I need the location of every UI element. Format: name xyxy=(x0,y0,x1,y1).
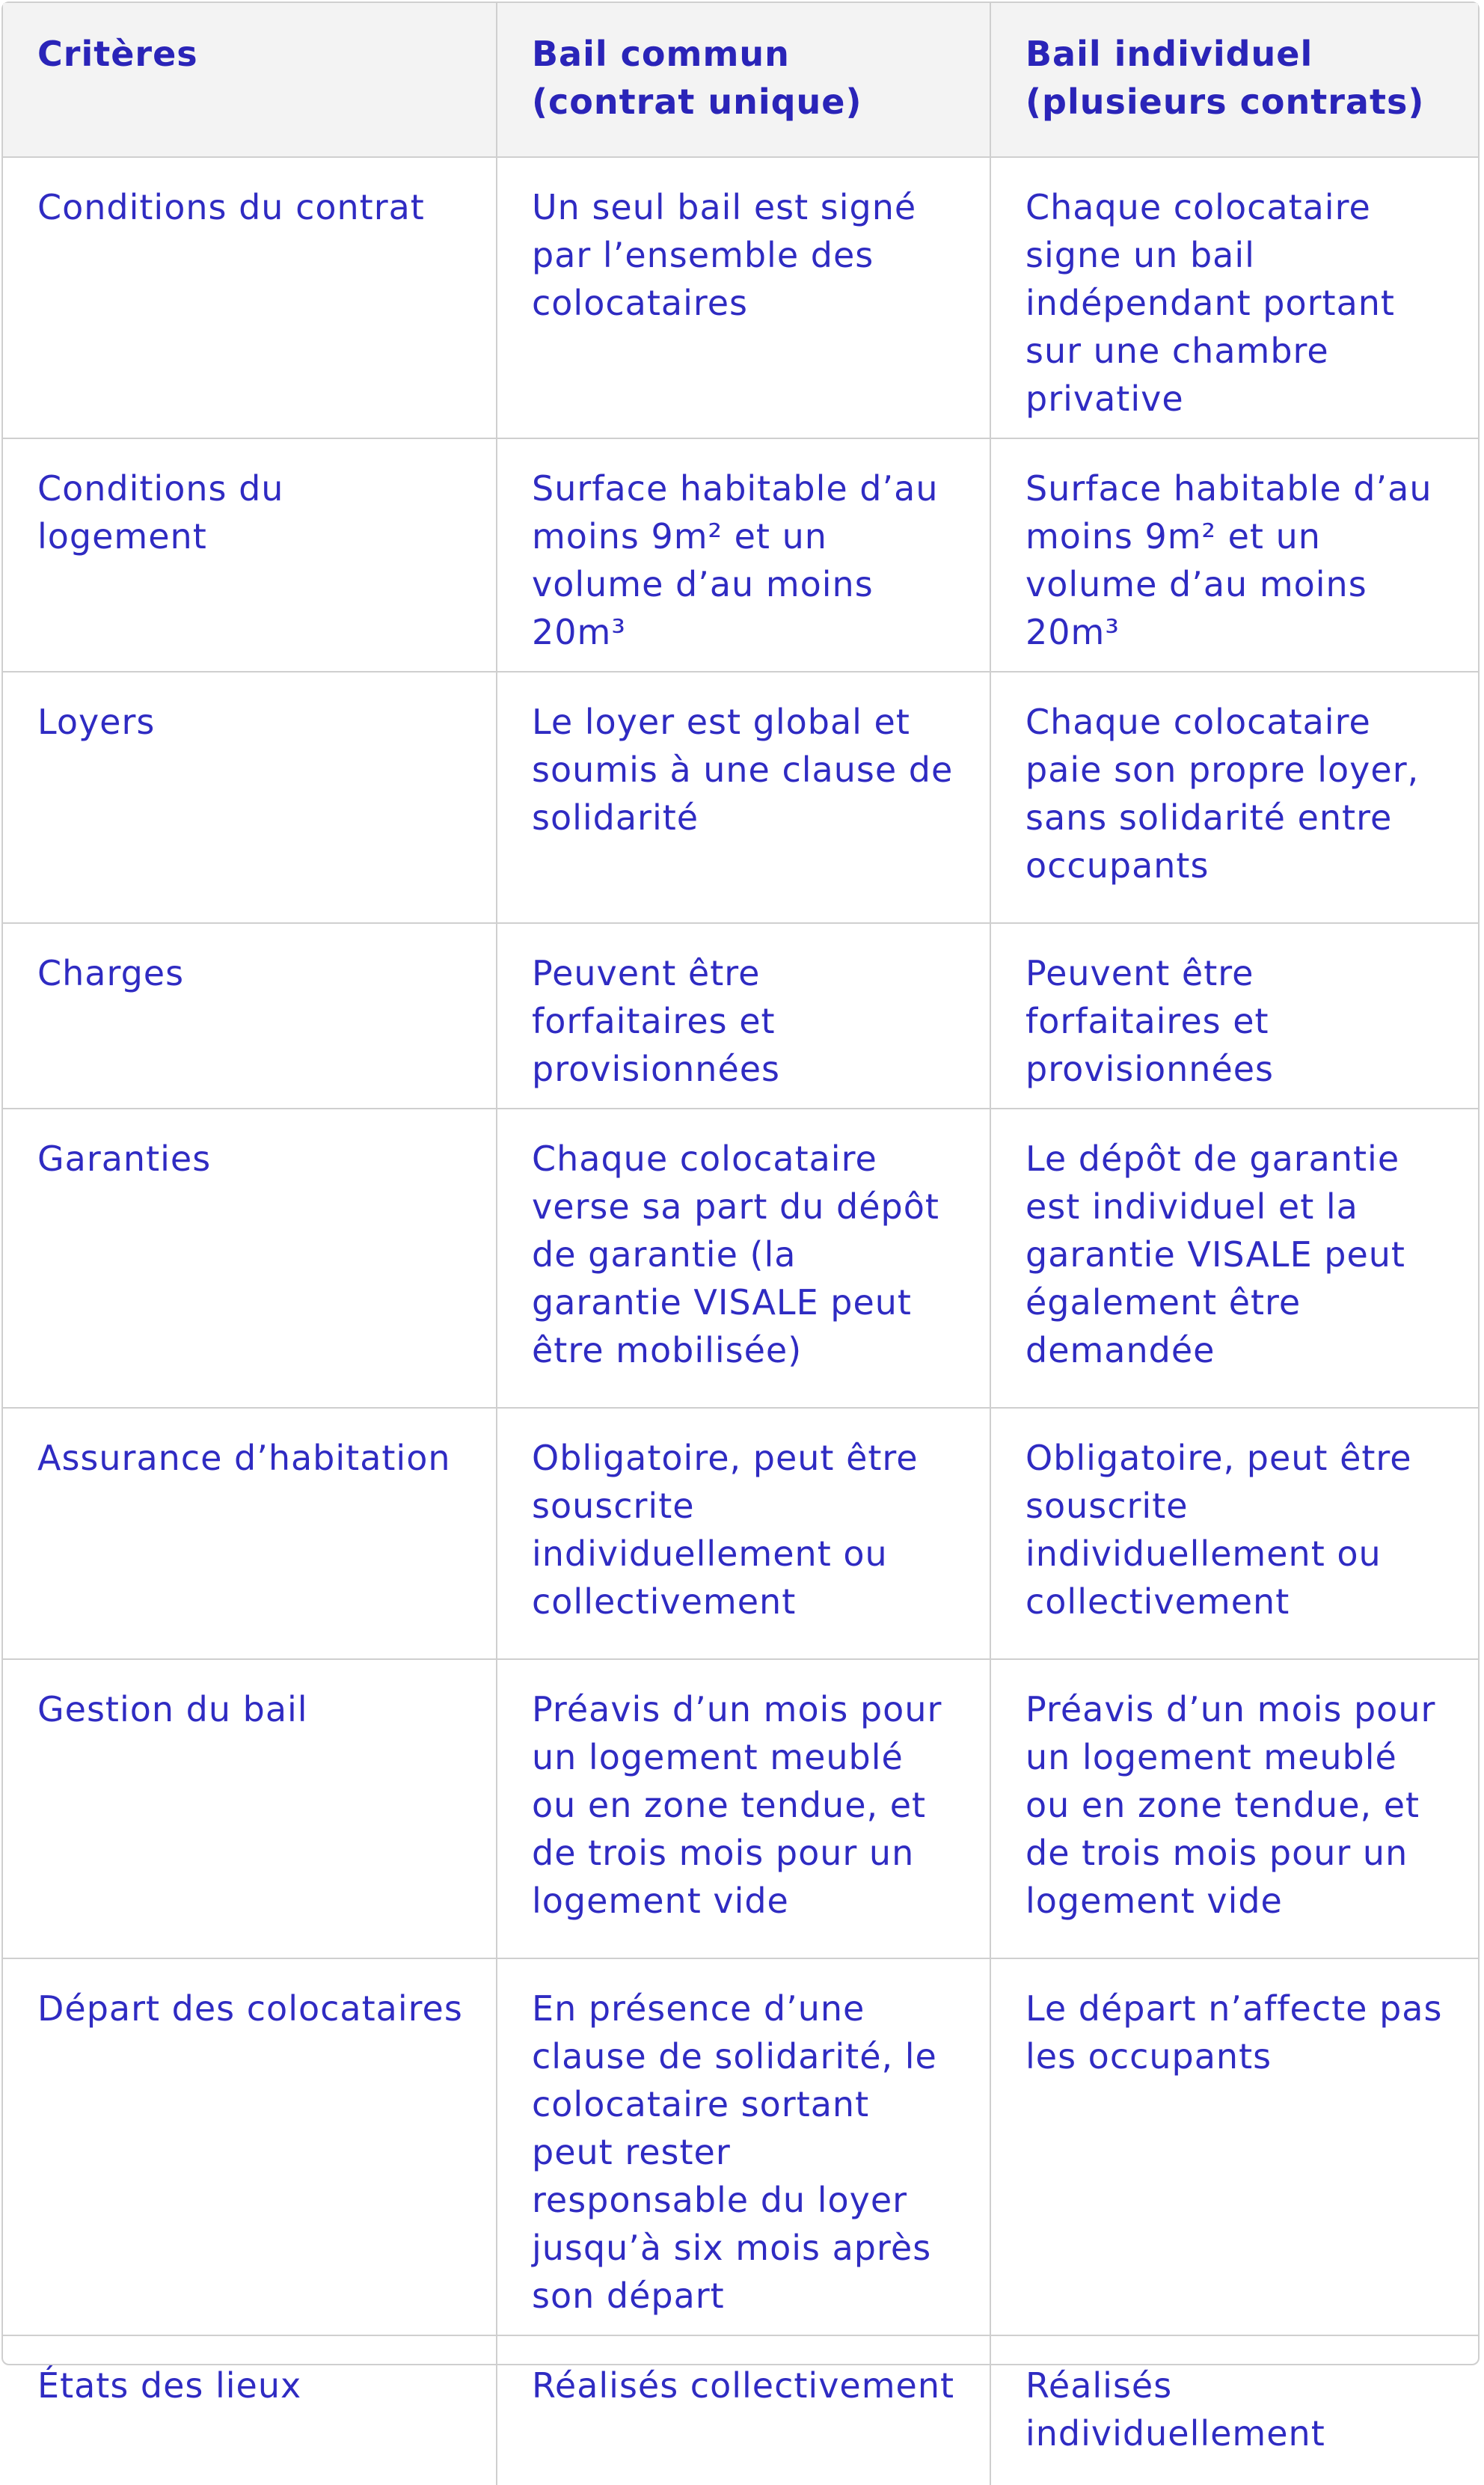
row-bail-individuel-cell: Le départ n’affecte pas les occupants xyxy=(990,1958,1478,2335)
table-header-row xyxy=(3,3,1478,157)
row-bail-commun-cell: Préavis d’un mois pour un logement meublé ou en zone tendue, et de trois mois pour un logement vide xyxy=(497,1659,990,1958)
row-criterion: Garanties xyxy=(3,1109,497,1408)
table-row xyxy=(3,672,1478,923)
table-row xyxy=(3,1109,1478,1408)
table-row xyxy=(3,2335,1478,2485)
comparison-table-container xyxy=(1,1,1480,2454)
row-bail-commun-cell: Réalisés collectivement xyxy=(497,2335,990,2485)
row-bail-commun-cell: Obligatoire, peut être souscrite individuellement ou collectivement xyxy=(497,1408,990,1659)
table-row xyxy=(3,438,1478,672)
row-bail-individuel-cell: Obligatoire, peut être souscrite individuellement ou collectivement xyxy=(990,1408,1478,1659)
row-bail-individuel-cell: Chaque colocataire paie son propre loyer, sans solidarité entre occupants xyxy=(990,672,1478,923)
row-criterion: Conditions du logement xyxy=(3,438,497,672)
row-bail-commun-cell: Le loyer est global et soumis à une clause de solidarité xyxy=(497,672,990,923)
row-bail-individuel-cell: Le dépôt de garantie est individuel et la garantie VISALE peut également être demandée xyxy=(990,1109,1478,1408)
table-row xyxy=(3,1958,1478,2335)
header-criteres: Critères xyxy=(3,3,497,157)
row-bail-individuel-cell: Réalisés individuellement xyxy=(990,2335,1478,2485)
row-bail-commun-cell: Surface habitable d’au moins 9m² et un volume d’au moins 20m³ xyxy=(497,438,990,672)
row-criterion: Conditions du contrat xyxy=(3,157,497,438)
row-bail-commun-cell: Peuvent être forfaitaires et provisionnées xyxy=(497,923,990,1109)
row-bail-individuel-cell: Préavis d’un mois pour un logement meublé ou en zone tendue, et de trois mois pour un logement vide xyxy=(990,1659,1478,1958)
row-bail-commun-cell: Un seul bail est signé par l’ensemble des colocataires xyxy=(497,157,990,438)
comparison-table xyxy=(3,3,1478,2485)
row-criterion: Loyers xyxy=(3,672,497,923)
row-bail-commun-cell: Chaque colocataire verse sa part du dépôt de garantie (la garantie VISALE peut être mobilisée) xyxy=(497,1109,990,1408)
row-criterion: Gestion du bail xyxy=(3,1659,497,1958)
table-row xyxy=(3,157,1478,438)
row-criterion: États des lieux xyxy=(3,2335,497,2485)
header-bail-individuel: Bail individuel (plusieurs contrats) xyxy=(990,3,1478,157)
row-bail-individuel-cell: Chaque colocataire signe un bail indépendant portant sur une chambre privative xyxy=(990,157,1478,438)
row-criterion: Départ des colocataires xyxy=(3,1958,497,2335)
table-row xyxy=(3,923,1478,1109)
row-bail-individuel-cell: Surface habitable d’au moins 9m² et un volume d’au moins 20m³ xyxy=(990,438,1478,672)
table-row xyxy=(3,1659,1478,1958)
row-criterion: Assurance d’habitation xyxy=(3,1408,497,1659)
header-bail-commun: Bail commun (contrat unique) xyxy=(497,3,990,157)
row-bail-individuel-cell: Peuvent être forfaitaires et provisionnées xyxy=(990,923,1478,1109)
row-bail-commun-cell: En présence d’une clause de solidarité, le colocataire sortant peut rester responsable du loyer jusqu’à six mois après son départ xyxy=(497,1958,990,2335)
table-row xyxy=(3,1408,1478,1659)
row-criterion: Charges xyxy=(3,923,497,1109)
